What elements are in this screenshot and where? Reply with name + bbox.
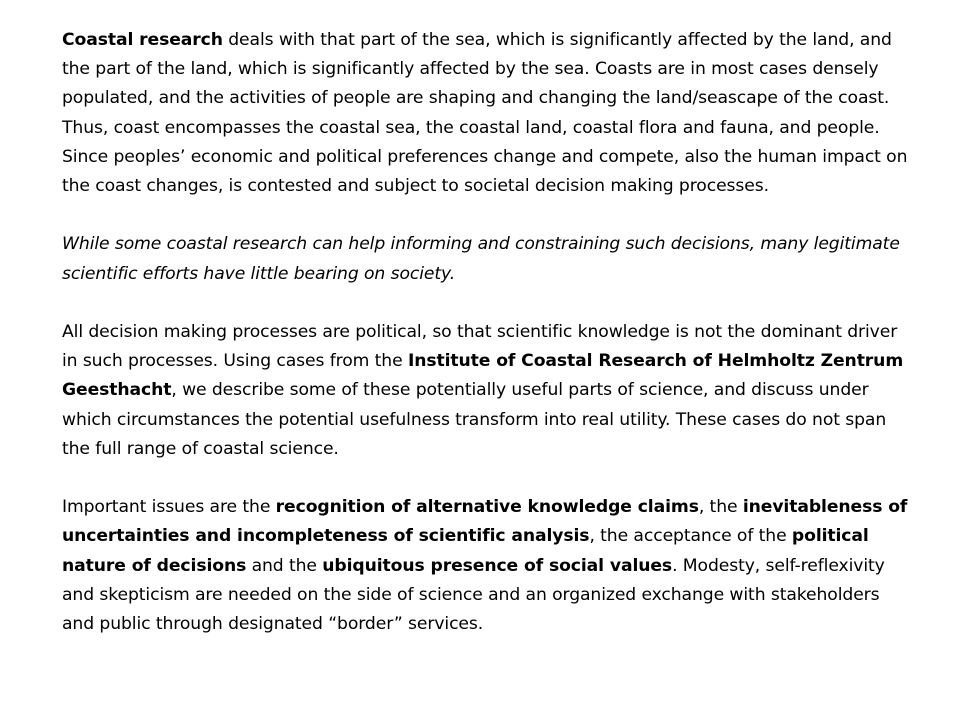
bold-issue-alternative-claims: recognition of alternative knowledge claims — [275, 497, 699, 518]
text-segment: . Modesty, self-reflexivity and skepticism are needed on the side of science and an organized exchange with stakeholders and public through designated “border” services. — [62, 555, 885, 635]
text-segment: While some coastal research can help informing and constraining such decisions, many legitimate scientific efforts have little bearing on society. — [62, 234, 900, 284]
text-segment: , the acceptance of the — [589, 526, 792, 547]
text-segment: Important issues are the — [62, 497, 276, 518]
bold-issue-uncertainties: inevitableness of uncertainties and incompleteness of scientific analysis — [62, 497, 908, 547]
paragraph-important-issues — [62, 493, 912, 639]
paragraph-coastal-research-definition — [62, 26, 912, 201]
text-segment: deals with that part of the sea, which is significantly affected by the land, and the part of the land, which is significantly affected by the sea. Coasts are in most cases densely populated, and the activities of people are shaping and changing the land/seascape of the coast. Thus, coast encompasses the coastal sea, the coastal land, coastal flora and fauna, and people. Since peoples’ economic and political preferences change and compete, also the human impact on the coast changes, is contested and subject to societal decision making processes. — [62, 30, 908, 197]
text-segment: , we describe some of these potentially useful parts of science, and discuss under which circumstances the potential usefulness transform into real utility. These cases do not span the full range of coastal science. — [62, 380, 887, 459]
slide-text-body — [62, 26, 912, 639]
bold-issue-political-nature: political nature of decisions — [62, 526, 869, 576]
bold-issue-social-values: ubiquitous presence of social values — [322, 555, 673, 576]
paragraph-decision-making — [62, 318, 912, 464]
text-segment: and the — [246, 555, 323, 576]
text-segment: All decision making processes are political, so that scientific knowledge is not the dominant driver in such processes. Using cases from the — [62, 322, 898, 372]
text-segment: , the — [698, 497, 743, 518]
bold-term: Coastal research — [62, 30, 223, 50]
bold-institute-name: Institute of Coastal Research of Helmholtz Zentrum Geesthacht — [62, 351, 904, 401]
paragraph-italic-statement — [62, 230, 912, 288]
